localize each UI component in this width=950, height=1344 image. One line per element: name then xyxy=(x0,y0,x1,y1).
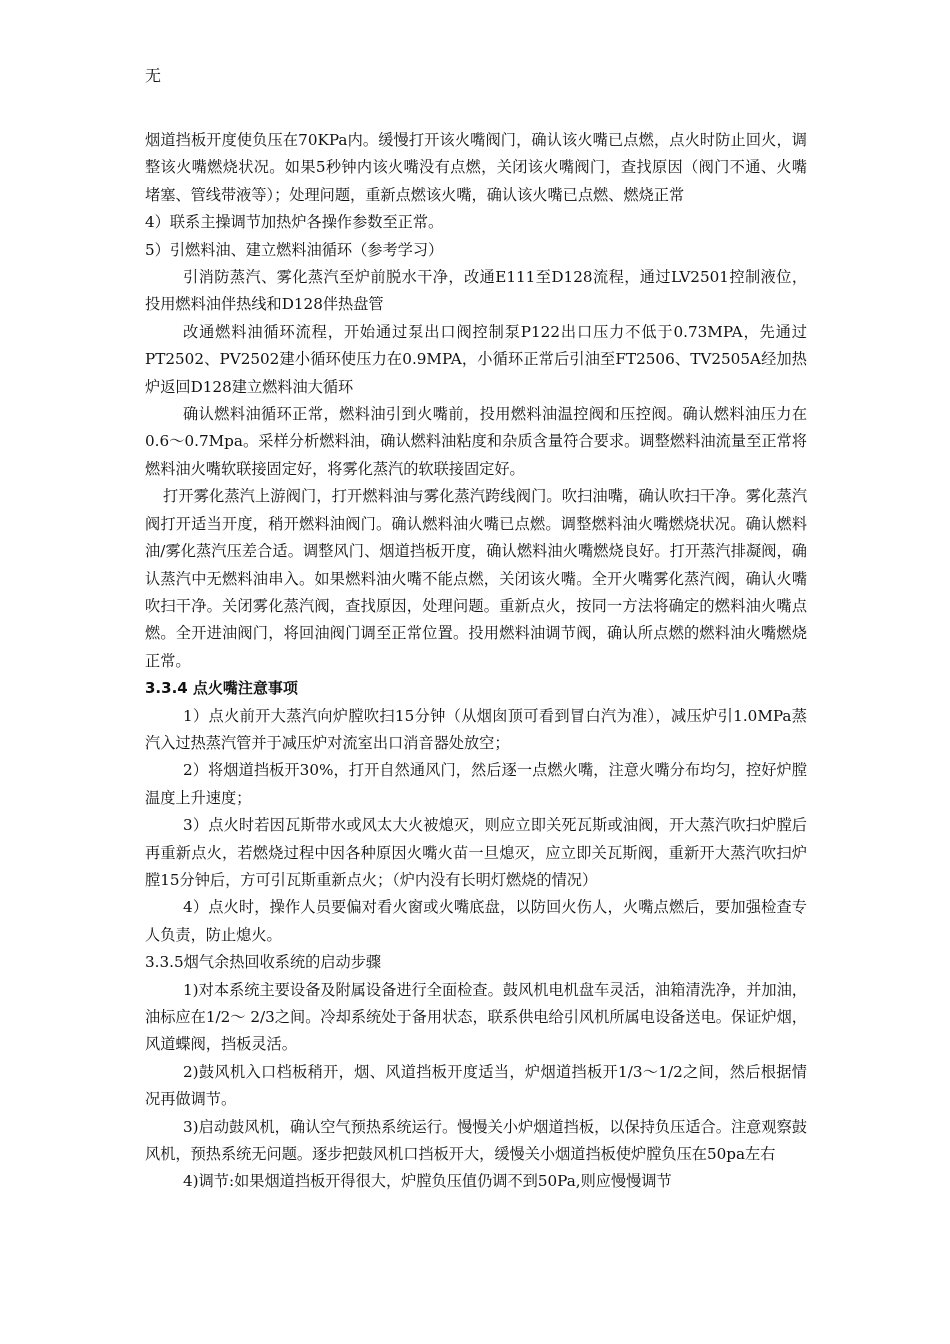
paragraph: 1)对本系统主要设备及附属设备进行全面检查。鼓风机电机盘车灵活，油箱清洗净，并加油，油标应在1/2～ 2/3之间。冷却系统处于备用状态，联系供电给引风机所属电设备送电。保证炉烟，风道蝶阀，挡板灵活。 xyxy=(145,980,807,1054)
paragraph: 4）联系主操调节加热炉各操作参数至正常。 xyxy=(145,213,444,232)
paragraph: 改通燃料油循环流程，开始通过泵出口阀控制泵P122出口压力不低于0.73MPA，先通过PT2502、PV2502建小循环使压力在0.9MPA，小循环正常后引油至FT2506、TV2505A经加热炉返回D128建立燃料油大循环 xyxy=(145,322,807,396)
paragraph: 3)启动鼓风机，确认空气预热系统运行。慢慢关小炉烟道挡板，以保持负压适合。注意观察鼓风机，预热系统无问题。逐步把鼓风机口挡板开大，缓慢关小烟道挡板使炉膛负压在50pa左右 xyxy=(145,1117,807,1164)
paragraph: 3.3.5烟气余热回收系统的启动步骤 xyxy=(145,953,382,972)
paragraph: 1）点火前开大蒸汽向炉膛吹扫15分钟（从烟囱顶可看到冒白汽为准），减压炉引1.0MPa蒸汽入过热蒸汽管并于减压炉对流室出口消音器处放空； xyxy=(145,706,807,752)
paragraph: 5）引燃料油、建立燃料油循环（参考学习） xyxy=(145,240,444,259)
paragraph: 3）点火时若因瓦斯带水或风太大火被熄灭，则应立即关死瓦斯或油阀，开大蒸汽吹扫炉膛后再重新点火，若燃烧过程中因各种原因火嘴火苗一旦熄灭，应立即关瓦斯阀，重新开大蒸汽吹扫炉膛15分钟后，方可引瓦斯重新点火；（炉内没有长明灯燃烧的情况） xyxy=(145,816,807,889)
page-header: 无 xyxy=(145,66,162,85)
paragraph: 打开雾化蒸汽上游阀门，打开燃料油与雾化蒸汽跨线阀门。吹扫油嘴，确认吹扫干净。雾化蒸汽阀打开适当开度，稍开燃料油阀门。确认燃料油火嘴已点燃。调整燃料油火嘴燃烧状况。确认燃料油/雾化蒸汽压差合适。调整风门、烟道挡板开度，确认燃料油火嘴燃烧良好。打开蒸汽排凝阀，确认蒸汽中无燃料油串入。如果燃料油火嘴不能点燃，关闭该火嘴。全开火嘴雾化蒸汽阀，确认火嘴吹扫干净。关闭雾化蒸汽阀，查找原因，处理问题。重新点火，按同一方法将确定的燃料油火嘴点燃。全开进油阀门，将回油阀门调至正常位置。投用燃料油调节阀，确认所点燃的燃料油火嘴燃烧正常。 xyxy=(145,487,807,670)
section-heading: 3.3.4 点火嘴注意事项 xyxy=(145,679,298,698)
paragraph: 4）点火时，操作人员要偏对看火窗或火嘴底盘，以防回火伤人，火嘴点燃后，要加强检查专人负责，防止熄火。 xyxy=(145,898,807,944)
paragraph: 2）将烟道挡板开30%，打开自然通风门，然后逐一点燃火嘴，注意火嘴分布均匀，控好炉膛温度上升速度； xyxy=(145,761,807,807)
paragraph: 引消防蒸汽、雾化蒸汽至炉前脱水干净，改通E111至D128流程，通过LV2501控制液位，投用燃料油伴热线和D128伴热盘管 xyxy=(145,268,807,314)
paragraph: 4)调节:如果烟道挡板开得很大，炉膛负压值仍调不到50Pa,则应慢慢调节 xyxy=(183,1172,672,1191)
paragraph: 烟道挡板开度使负压在70KPa内。缓慢打开该火嘴阀门，确认该火嘴已点燃，点火时防止回火，调整该火嘴燃烧状况。如果5秒钟内该火嘴没有点燃，关闭该火嘴阀门，查找原因（阀门不通、火嘴堵塞、管线带液等）；处理问题，重新点燃该火嘴，确认该火嘴已点燃、燃烧正常 xyxy=(145,131,807,204)
paragraph: 2)鼓风机入口档板稍开，烟、风道挡板开度适当，炉烟道挡板开1/3～1/2之间，然后根据情况再做调节。 xyxy=(145,1062,807,1109)
document-body xyxy=(145,127,807,1196)
paragraph: 确认燃料油循环正常，燃料油引到火嘴前，投用燃料油温控阀和压控阀。确认燃料油压力在0.6～0.7Mpa。采样分析燃料油，确认燃料油粘度和杂质含量符合要求。调整燃料油流量至正常将燃料油火嘴软联接固定好，将雾化蒸汽的软联接固定好。 xyxy=(145,405,807,478)
